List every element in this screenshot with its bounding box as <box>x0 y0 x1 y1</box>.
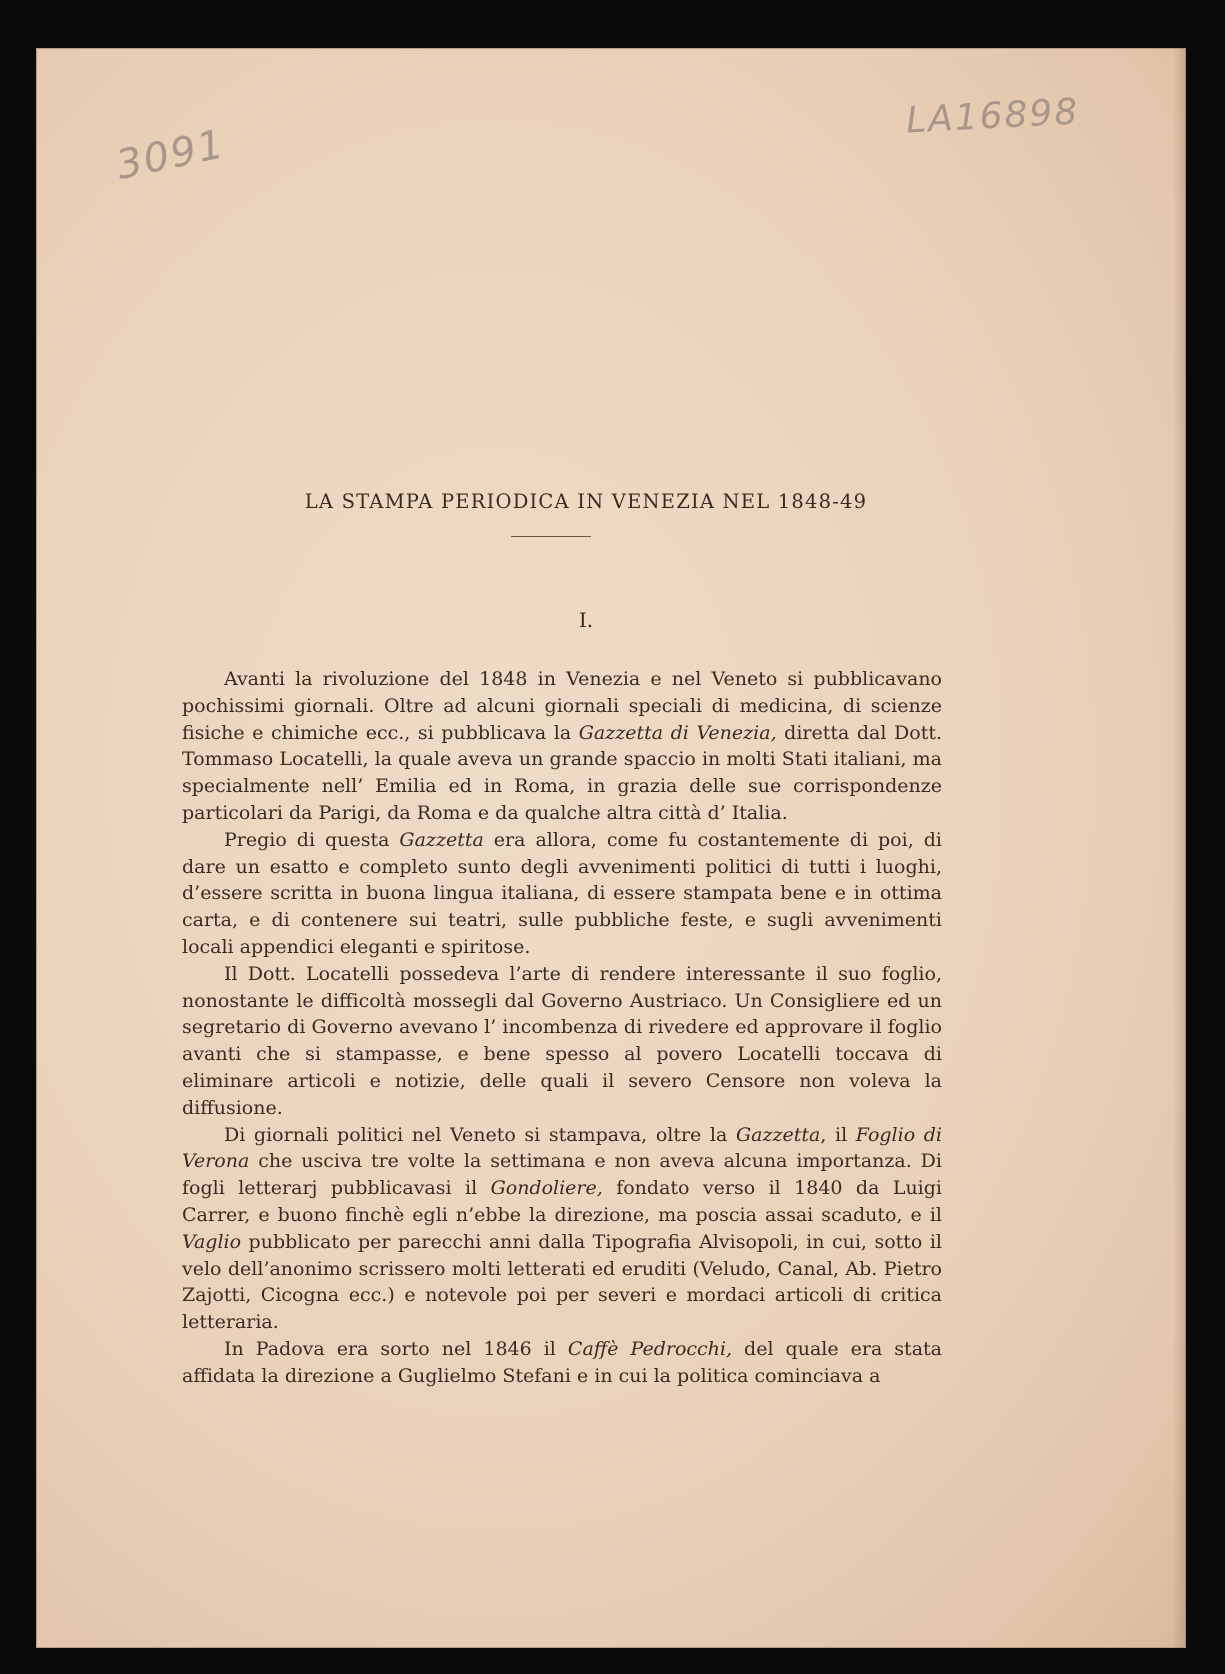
italic-title: Gondoliere, <box>490 1177 603 1200</box>
italic-title: Caffè Pedrocchi, <box>567 1337 733 1360</box>
italic-title: Foglio di Verona <box>182 1123 942 1173</box>
body-text <box>182 666 942 1390</box>
text-run: Pregio di questa <box>224 828 400 851</box>
paragraph <box>182 666 942 827</box>
text-run: diretta dal Dott. Tommaso Locatelli, la quale aveva un grande spaccio in molti Stati italiani, ma specialmente nell’ Emilia ed in Roma, in grazia delle sue corrispondenze particolari da Parigi, da Roma e da qualche altra città d’ Italia. <box>182 721 943 824</box>
text-run: pubblicato per parecchi anni dalla Tipografia Alvisopoli, in cui, sotto il velo dell’anonimo scrissero molti letterati ed eruditi (Veludo, Canal, Ab. Pietro Zajotti, Cicogna ecc.) e notevole poi per severi e mordaci articoli di critica letteraria. <box>182 1230 942 1334</box>
paragraph <box>182 961 942 1122</box>
document-title: LA STAMPA PERIODICA IN VENEZIA NEL 1848-49 <box>304 490 868 513</box>
text-run: che usciva tre volte la settimana e non aveva alcuna importanza. Di fogli letterarj pubblicavasi il <box>182 1150 942 1200</box>
paragraph <box>182 1122 942 1336</box>
document-page <box>36 48 1186 1648</box>
text-run: Di giornali politici nel Veneto si stampava, oltre la <box>224 1123 736 1146</box>
text-run: fondato verso il 1840 da Luigi Carrer, e buono finchè egli n’ebbe la direzione, ma poscia assai scaduto, e il <box>182 1177 942 1226</box>
text-run: Avanti la rivoluzione del 1848 in Venezia e nel Veneto si pubblicavano pochissimi giornali. Oltre ad alcuni giornali speciali di medicina, di scienze fisiche e chimiche ecc., si pubblicava la <box>182 668 942 744</box>
italic-title: Gazzetta di Venezia, <box>578 721 777 744</box>
pencil-annotation-left: 3091 <box>112 121 230 189</box>
text-run: , il <box>820 1123 856 1146</box>
italic-title: Gazzetta <box>735 1123 821 1146</box>
text-run: era allora, come fu costantemente di poi, di dare un esatto e completo sunto degli avvenimenti politici di tutti i luoghi, d’essere scritta in buona lingua italiana, di essere stampata bene e in ottima carta, e di contenere sui teatri, sulle pubbliche feste, e sugli avvenimenti locali appendici eleganti e spiritose. <box>182 828 942 958</box>
italic-title: Gazzetta <box>399 828 484 851</box>
pencil-annotation-right: LA16898 <box>905 91 1081 142</box>
paragraph <box>182 827 942 961</box>
paragraph <box>182 1336 942 1390</box>
italic-title: Vaglio <box>182 1230 242 1253</box>
text-run: In Padova era sorto nel 1846 il <box>224 1337 568 1360</box>
section-number: I. <box>578 608 594 632</box>
title-divider <box>511 536 591 537</box>
text-run: del quale era stata affidata la direzione a Guglielmo Stefani e in cui la politica cominciava a <box>182 1337 942 1387</box>
text-run: Il Dott. Locatelli possedeva l’arte di rendere interessante il suo foglio, nonostante le difficoltà mossegli dal Governo Austriaco. Un Consigliere ed un segretario di Governo avevano l’ incombenza di rivedere ed approvare il foglio avanti che si stampasse, e bene spesso al povero Locatelli toccava di eliminare articoli e notizie, delle quali il severo Censore non voleva la diffusione. <box>182 962 942 1119</box>
